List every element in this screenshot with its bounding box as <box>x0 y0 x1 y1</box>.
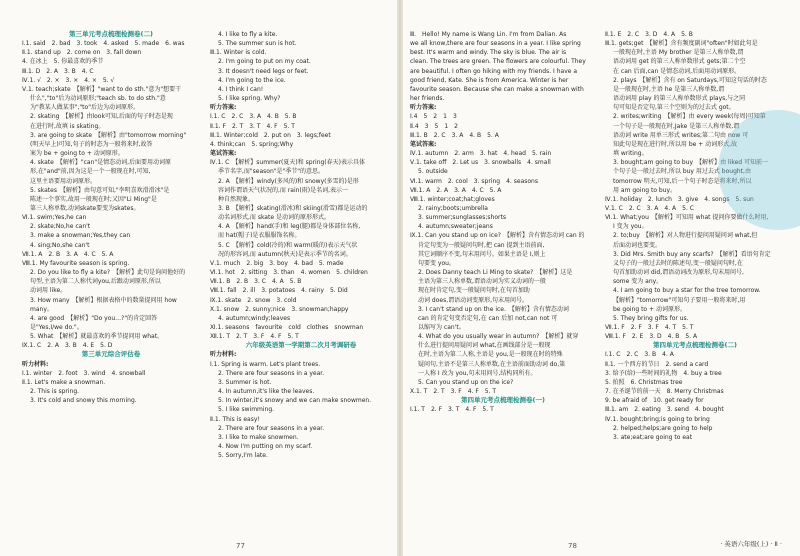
answer-line: 4. autumn;sweater;jeans <box>418 223 493 231</box>
answer-line: 以缩写为 can't。 <box>418 324 465 331</box>
answer-line: 4. skate 【解析】"can"是情态动词,后面要用动词原 <box>30 159 172 167</box>
answer-line: (明天早上)可知,句子的时态为一般将来时,故答 <box>30 140 153 148</box>
answer-line: Ⅶ.1. F 2. F 3. F 4. T 5. T <box>605 324 694 331</box>
answer-line: 2. There are four seasons in a year. <box>218 424 325 432</box>
answer-line: 一个句子是一般现在时,Jake 是第三人称单数,谓 <box>613 122 740 130</box>
answer-line: 2. skate;No,he can't <box>30 223 91 231</box>
answer-line: some 变为 any。 <box>613 278 663 286</box>
answer-column-2 <box>210 30 392 460</box>
answer-line: Ⅲ.1. am 2. eating 3. send 4. bought <box>605 406 724 414</box>
answer-line: 主语为第三人称单数,谓语动词为实义动词的一般 <box>418 278 546 286</box>
answer-line: 5. In winter,it's snowy and we can make snowmen. <box>218 397 372 405</box>
answer-line: 4. 在冰上 5. 你最喜欢的季节 <box>22 58 104 66</box>
answer-line: 动词用 like。 <box>30 287 67 295</box>
answer-line: Ⅲ. Hello! My name is Wang Lin. I'm from Dalian. As <box>410 31 567 38</box>
answer-line: Ⅱ.1. E 2. C 3. D 4. A 5. B <box>605 31 693 38</box>
answer-line: tomorrow 明天,可知,后一个句子时态是将来时,所以 <box>613 177 752 185</box>
answer-line: 4. think;can 5. spring;Why <box>210 140 294 148</box>
answer-line: 2. I'm going to put on my coat. <box>218 58 311 66</box>
answer-line: 3. summer;sunglasses;shorts <box>418 214 506 222</box>
answer-line: 第三人称单数,动词skate要变为skates。 <box>30 204 140 212</box>
answer-line: 3. How many 【解析】根据表格中的数量提问用 how <box>30 296 177 304</box>
answer-line: Ⅱ.1. Let's make a snowman. <box>22 378 106 386</box>
answer-line: Ⅱ.1. This is easy! <box>210 415 260 423</box>
answer-line: 后面动词也要变。 <box>613 241 662 249</box>
answer-line: Ⅸ.1. C 2. A 3. B 4. E 5. D <box>22 342 113 350</box>
answer-line: 4. In autumn,it's like the leaves. <box>218 388 315 396</box>
answer-line: Ⅱ.4 3 5 1 2 <box>410 122 458 130</box>
answer-line: 5. I like swimming. <box>218 406 275 414</box>
answer-line: Ⅱ.1. F 2. T 3. T 4. F 5. T <box>210 122 295 130</box>
answer-line: Ⅰ.1. winter 2. foot 3. wind 4. snowball <box>22 369 146 377</box>
answer-line: Ⅰ.4 5 2 1 3 <box>410 113 457 121</box>
answer-line: 3. It doesn't need legs or feet. <box>218 67 309 75</box>
answer-line: 肯定句变为一般疑问句时,把 can 提到主语前面, <box>418 241 545 249</box>
answer-line: 2. skating 【解析】由look可知,后面的句子时态是现 <box>30 113 173 121</box>
answer-line: Ⅵ.1. warm 2. cool 3. spring 4. seasons <box>410 177 538 185</box>
answer-line: 动词 does,谓语动词变原形,句末用问号。 <box>418 296 529 304</box>
answer-line: 2. rainy;boots;umbrella <box>418 204 488 212</box>
answer-line: 2. writes;writing 【解析】由 every week(每周)可知第 <box>613 113 766 121</box>
answer-line: 2. Does Danny teach Li Ming to skate? 【解析】这是 <box>418 269 573 277</box>
answer-line: 在 can 后面,can 是情态动词,后面用动词原形。 <box>613 67 741 75</box>
answer-line: 4. Now I'm putting on my scarf. <box>218 443 313 451</box>
answer-line: 5. Sorry,I'm late. <box>218 452 268 460</box>
answer-line: her friends. <box>410 95 445 103</box>
answer-line: be going to + 动词原形。 <box>613 305 686 313</box>
answer-line: Ⅺ.1. seasons favourite cold clothes snowman <box>210 324 364 331</box>
answer-line: I 变为 you。 <box>613 223 648 231</box>
section-heading: 六年级英语第一学期第二次月考调研卷 <box>245 341 357 350</box>
answer-line: Ⅵ.1. What;you 【解析】可知用 what 提问你要做什么时用, <box>605 214 769 222</box>
section-heading: 第三单元综合评估卷 <box>81 350 141 359</box>
answer-line: Ⅲ.1. B 2. C 3. A 4. B 5. A <box>410 131 499 139</box>
answer-line: 是一般现在时,主语 he 是第三人称单数,谓 <box>613 85 725 93</box>
subsection-label: 听力答案: <box>210 104 237 112</box>
answer-line: 填 writing。 <box>613 150 648 158</box>
answer-line: Ⅲ.1. D 2. A 3. B 4. C <box>22 67 94 75</box>
section-heading: 第三单元考点梳理检测卷(二) <box>69 30 153 38</box>
answer-line: 4. I am going to buy a star for the tree tomorrow. <box>613 287 761 295</box>
answer-line: 3. B 【解析】skating(滑冰)和 skiing(滑雪)都是运动的 <box>218 204 368 212</box>
answer-line: 5. skates 【解析】由句意可知,"李明喜欢滑滑冰"是 <box>30 186 170 194</box>
answer-line: 4. sing;No,she can't <box>30 241 90 249</box>
answer-line: Ⅵ.1. swim;Yes,he can <box>22 214 87 222</box>
right-page <box>400 0 800 556</box>
answer-line: 2. A 【解析】windy(多风的)和 snowy(多雪的)是形 <box>218 177 359 185</box>
answer-line: Ⅰ.1. C 2. C 3. A 4. B 5. B <box>210 113 297 121</box>
answer-line: Ⅳ.1. C 【解析】summer(夏天)和 spring(春天)表示具体 <box>210 159 365 167</box>
answer-line: Ⅳ.1. √ 2. × 3. × 4. × 5. √ <box>22 76 115 84</box>
answer-line: 为"教某人做某事","to"后边为动词原形。 <box>30 104 139 112</box>
answer-line: 什么进行提问用疑问词 what,在画线部分是一般现 <box>418 342 551 350</box>
answer-line: Ⅻ.1. T 2. T 3. F 4. F 5. T <box>210 333 299 341</box>
answer-line: 在时,主语为第二人称,主语是 you,是一般现在时的特殊 <box>418 351 563 359</box>
answer-line: Ⅰ.1. C 2. C 3. B 4. A <box>605 351 674 359</box>
answer-line: Ⅷ.1. fall 2. ill 3. potatoes 4. rainy 5. Did <box>210 287 348 295</box>
answer-line: Ⅷ.1. F 2. E 3. D 4. B 5. A <box>605 333 698 341</box>
answer-line: are beautiful. I often go hiking with my friends. I have a <box>410 67 578 75</box>
answer-line: Ⅸ.1. skate 2. snow 3. cold <box>210 296 297 304</box>
answer-line: 陈述一个事实,故用一般现在时;又因"Li Ming"是 <box>30 195 157 203</box>
answer-line: Ⅴ.1. teach;skate 【解析】"want to do sth."意为"想要干 <box>22 85 182 93</box>
answer-line: 而 hat(帽子)是衣服服饰名称。 <box>218 232 301 240</box>
answer-line: 这里主语要用动词原形。 <box>30 177 97 185</box>
answer-line: Ⅳ.1. holiday 2. lunch 3. give 4. songs 5. sun <box>605 195 754 203</box>
answer-line: 语动词 write 用单三形式 writes;第二句由 now 可 <box>613 131 749 139</box>
answer-line: 现在时肯定句,变一般疑问句时,在句首加助 <box>418 287 530 295</box>
answer-line: 2. plays 【解析】含有 on Saturdays,可知这句话的时态 <box>613 76 767 84</box>
answer-line: 3. Did Mrs. Smith buy any scarfs? 【解析】看语句肯定 <box>613 250 771 258</box>
answer-line: 4. I like to fly a kite. <box>218 31 278 38</box>
answer-line: 5. They bring gifts for us. <box>613 314 689 322</box>
answer-line: 况的形容词,而 autumn(秋天)是表示季节的名词。 <box>218 250 352 258</box>
answer-line: 什么","to"后为动词原形;"teach sb. to do sth."意 <box>30 95 166 103</box>
answer-line: Ⅰ.1. T 2. F 3. T 4. F 5. T <box>410 406 494 414</box>
answer-line: 9. be afraid of 10. get ready for <box>605 397 704 405</box>
answer-line: 【解析】"tomorrow"可知句子要用一般将来时,用 <box>613 296 746 304</box>
answer-line: 2. There are four seasons in a year. <box>218 369 325 377</box>
answer-line: 义句子的一般过去时的陈述句,变一般疑问句时,在 <box>613 259 743 267</box>
answer-line: 3. It's cold and snowy this morning. <box>30 397 137 405</box>
answer-line: 5. I like spring. Why? <box>218 95 281 103</box>
answer-line: 4. What do you usually wear in autumn? 【解析】就穿 <box>418 333 579 341</box>
answer-line: Ⅲ.1. Winter is cold. <box>210 49 267 57</box>
answer-line: 句可知是否定句,第三个空则为的过去式 got。 <box>613 104 735 112</box>
subsection-label: 笔试答案: <box>410 140 437 148</box>
answer-line: 动名词形式,而 skate 是动词的原形形式。 <box>218 214 330 222</box>
answer-line: Ⅷ.1. winter;coat;hat;gloves <box>410 195 495 203</box>
answer-line: Ⅰ.1. Spring is warm. Let's plant trees. <box>210 360 321 368</box>
answer-line: Ⅹ.1. snow 2. sunny;nice 3. snowman;happy <box>210 305 349 313</box>
answer-line: clean. The trees are green. The flowers are colourful. They <box>410 58 586 66</box>
answer-line: 个句子是一般过去时,所以 buy 用过去式 bought,由 <box>613 168 751 176</box>
answer-line: Ⅲ.1. Winter;cold 2. put on 3. legs;feet <box>210 131 331 139</box>
answer-line: 是"Yes,I/we do."。 <box>30 324 83 331</box>
answer-line: we all know,there are four seasons in a year. I like spring <box>410 40 581 48</box>
answer-line: 3. I can't stand up on the ice. 【解析】含有情态动词 <box>418 305 569 313</box>
answer-line: Ⅶ.1. A 2. A 3. A 4. C 5. A <box>410 186 502 194</box>
answer-line: Ⅱ.1. stand up 2. come on 3. fall down <box>22 49 142 57</box>
answer-line: favourite season. Because she can make a snowman with <box>410 85 584 93</box>
answer-line: 3. I like to make snowmen. <box>218 433 299 441</box>
page-number-right: 78 <box>568 542 577 550</box>
answer-line: 5. Can you stand up on the ice? <box>418 378 514 386</box>
answer-line: can 的肯定句变否定句,在 can 后加 not,can not 可 <box>418 314 558 322</box>
answer-line: good friend, Kate. She is from America. Winter is her <box>410 76 569 84</box>
book-footer: · 英语六年级(上) · Ⅱ · <box>720 540 782 548</box>
answer-line: Ⅴ.1. C 2. C 3. A 4. A 5. C <box>605 204 694 212</box>
answer-line: 5. What 【解析】就最喜欢的季节提问用 what。 <box>30 333 164 341</box>
answer-line: 用 am going to buy。 <box>613 186 677 194</box>
answer-line: 句要变 you。 <box>418 259 455 267</box>
answer-line: 其它词顺序不变,句末用问号。如果主语是 I,则上 <box>418 250 546 258</box>
page-number-left: 77 <box>236 542 245 550</box>
answer-line: 句型,主语为第二人称代词you,后跟动词原形,所以 <box>30 278 161 286</box>
answer-line: 容词作谓语天气状况的,而 rain(雨)是名词,表示一 <box>218 186 349 194</box>
answer-line: 疑问句,主语不是第三人称单数,在主语前面助动词 do,第 <box>418 360 566 368</box>
answer-line: 4. I think I can! <box>218 85 264 93</box>
answer-line: Ⅲ.1. gets;get 【解析】含有频度副词"often"时如此句是 <box>605 40 758 48</box>
section-heading: 第四单元考点梳理检测卷(二) <box>653 341 737 350</box>
answer-line: 一人称 I 改为 you,句末用问号,结构同所有。 <box>418 369 537 377</box>
answer-line: 4. are good 【解析】"Do you…?"的肯定回答 <box>30 314 158 322</box>
answer-line: 2. Do you like to fly a kite? 【解析】此句是询问他好的 <box>30 269 186 277</box>
answer-line: 3. are going to skate 【解析】由"tomorrow morning" <box>30 131 187 139</box>
answer-line: Ⅸ.1. Can you stand up on ice? 【解析】含有情态动词 can 的 <box>410 232 585 240</box>
answer-line: 7. 在圣诞节的前一天 8. Merry Christmas <box>605 388 724 396</box>
subsection-label: 笔试答案: <box>210 150 237 158</box>
answer-line: Ⅳ.1. autumn 2. arm 3. hat 4. head 5. rain <box>410 150 552 158</box>
answer-line: 2. to;buy 【解析】对人物进行提问用疑问词 what,但 <box>613 232 758 240</box>
answer-line: 种自然现象。 <box>218 195 255 203</box>
answer-line: 语动词用 get 的第三人称单数形式 gets;第二个空 <box>613 58 746 66</box>
answer-line: 3. ate;eat;are going to eat <box>613 433 693 441</box>
answer-line: Ⅶ.1. A 2. B 3. A 4. C 5. A <box>22 250 114 258</box>
answer-line: 案为 be + going to + 动词原形。 <box>30 150 124 158</box>
answer-column-3 <box>410 30 596 415</box>
answer-line: Ⅹ.1. T 2. T 3. F 4. F 5. T <box>410 388 497 396</box>
answer-line: 句首加助动词 did,谓语动词改为原形,句末用问号, <box>613 269 744 277</box>
answer-line: Ⅵ.1. hot 2. sitting 3. than 4. women 5. children <box>210 269 368 277</box>
answer-line: Ⅰ.1. said 2. bad 3. took 4. asked 5. made 6. was <box>22 40 185 48</box>
answer-column-4 <box>605 30 785 442</box>
answer-column-1 <box>22 30 200 405</box>
answer-line: 形,在"and"前,因为这是一个一般现在时,可知, <box>30 168 151 176</box>
answer-line: Ⅴ.1. much 2. big 3. boy 4. bad 5. made <box>210 259 344 267</box>
subsection-label: 听力材料: <box>210 351 237 359</box>
answer-line: many。 <box>30 305 53 313</box>
answer-line: 一般现在时,主语 My brother 是第三人称单数,谓 <box>613 49 744 57</box>
answer-line: 4. autumn;windy;leaves <box>218 314 291 322</box>
answer-line: Ⅷ.1. My favourite season is spring. <box>22 259 130 267</box>
answer-line: 知此句是现在进行时,所以用 be + 动词形式,故 <box>613 140 738 148</box>
answer-line: 3. make a snowman;Yes,they can <box>30 232 131 240</box>
answer-line: 3. bought;am going to buy 【解析】由 liked 可知前一 <box>613 159 768 167</box>
answer-line: Ⅴ.1. take off 2. Let us 3. snowballs 4. small <box>410 159 551 167</box>
answer-line: 3. 给予(给)一些时间的礼物 4. buy a tree <box>605 369 722 377</box>
subsection-label: 听力材料: <box>22 360 49 368</box>
subsection-label: 听力答案: <box>410 104 437 112</box>
answer-line: 2. This is spring. <box>30 388 80 396</box>
answer-line: Ⅳ.1. bought;bring;is going to bring <box>605 415 710 423</box>
answer-line: Ⅶ.1. B 2. B 3. C 4. A 5. B <box>210 278 302 286</box>
answer-line: 5. The summer sun is hot. <box>218 40 297 48</box>
section-heading: 第四单元考点梳理检测卷(一) <box>461 396 545 405</box>
answer-line: 2. helped;helps;are going to help <box>613 424 713 432</box>
answer-line: 3. Summer is hot. <box>218 378 272 386</box>
answer-line: 5. C 【解析】cold(冷的)和 warm(暖的)表示天气状 <box>218 241 358 249</box>
answer-line: Ⅱ.1. 一个西方的节日 2. send a card <box>605 360 709 368</box>
answer-line: 在进行时,故填 is skating。 <box>30 122 105 130</box>
answer-line: best. It's warm and windy. The sky is blue. The air is <box>410 49 567 57</box>
answer-line: 季节名字,而"season"是"季节"的意思。 <box>218 168 325 176</box>
answer-line: 5. 拍照 6. Christmas tree <box>605 378 683 386</box>
answer-line: 5. outside <box>418 168 448 176</box>
answer-line: 4. I'm going to the ice. <box>218 76 286 84</box>
answer-line: 4. A 【解析】hand(手)和 leg(腿)都是身体部位名称, <box>218 223 361 231</box>
answer-line: 语动词用 play 的第三人称单数形式 plays,与之同 <box>613 95 746 103</box>
